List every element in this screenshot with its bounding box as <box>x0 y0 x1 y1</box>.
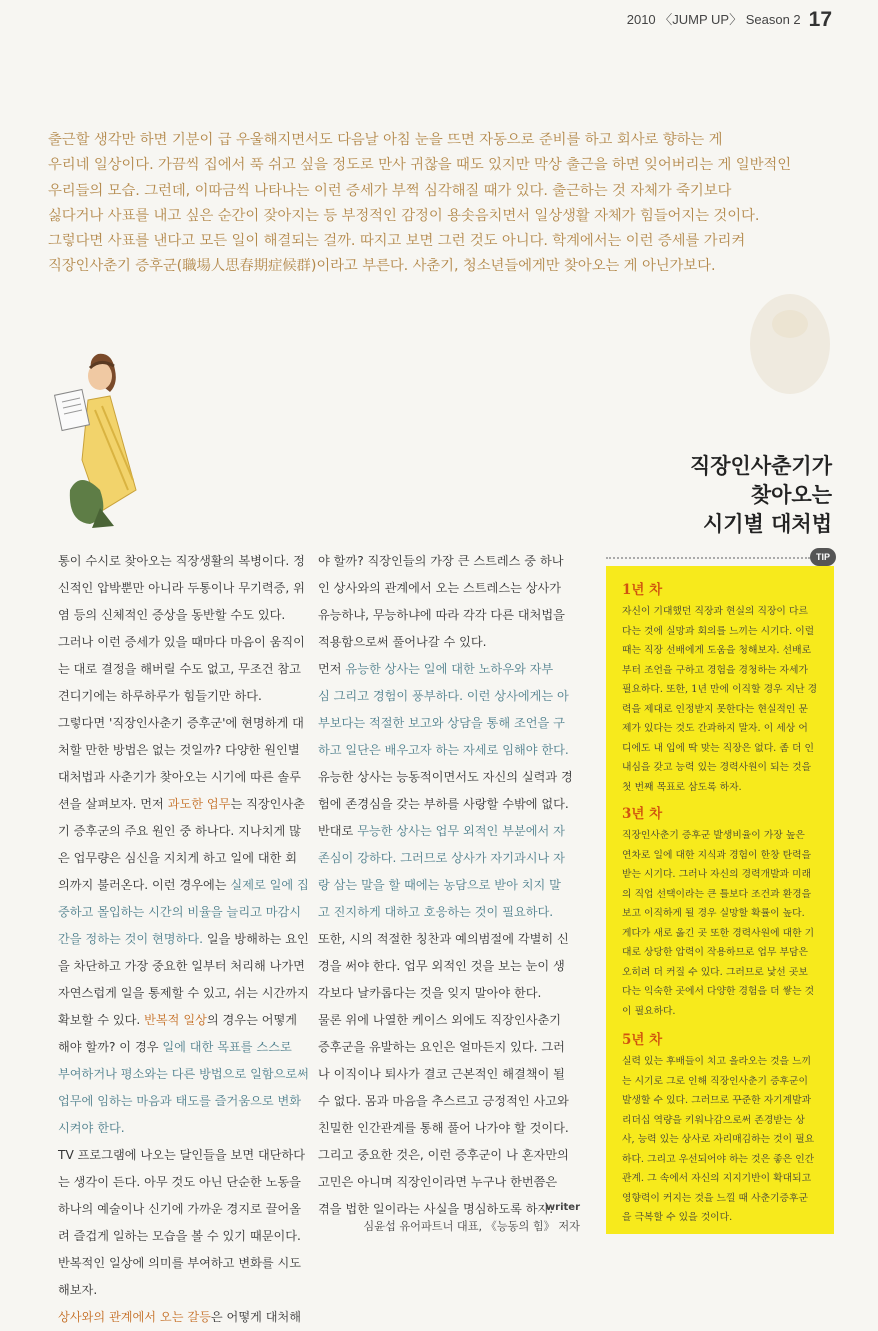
body-line <box>58 1196 302 1223</box>
body-line <box>318 1007 580 1034</box>
tip-line: 첫 번째 목표로 삼도록 하자. <box>622 781 742 793</box>
advice-highlight: 부여하거나 평소와는 다른 방법으로 일함으로써 <box>58 1067 309 1081</box>
body-line <box>58 548 305 575</box>
tip-section-title: 5년 차 <box>622 1032 663 1048</box>
body-line <box>318 629 580 656</box>
tip-line: 연차로 일에 대한 지식과 경험이 한창 탄력을 <box>622 849 812 861</box>
body-text: 대처법과 사춘기가 찾아오는 시기에 따른 솔루 <box>58 770 302 784</box>
body-text: 반대로 <box>318 824 358 838</box>
body-text: 친밀한 인간관계를 통해 풀어 나가야 할 것이다. <box>318 1121 569 1135</box>
body-text: 는 대로 결정을 해버릴 수도 없고, 무조건 참고 <box>58 662 301 676</box>
body-text: 하나의 예술이나 신기에 가까운 경지로 끌어올 <box>58 1202 302 1216</box>
page-header <box>627 8 832 32</box>
body-text: 처할 만한 방법은 없는 것일까? 다양한 원인별 <box>58 743 300 757</box>
tip-line: 받는 시기다. 그러나 자신의 경력개발과 미래 <box>622 869 812 880</box>
tip-line: 필요하다. 또한, 1년 만에 이직할 경우 지난 경 <box>622 684 818 695</box>
tip-line: 부터 조언을 구하고 경험을 경청하는 자세가 <box>622 664 808 676</box>
body-text: 물론 위에 나열한 케이스 외에도 직장인사춘기 <box>318 1013 562 1027</box>
body-text: 통이 수시로 찾아오는 직장생활의 복병이다. 정 <box>58 554 305 568</box>
section-title-line: 시기별 대처법 <box>702 512 832 536</box>
section-title-line: 찾아오는 <box>750 483 832 507</box>
body-text: 는 직장인사춘 <box>230 797 305 811</box>
writer-label: writer <box>545 1202 580 1213</box>
lead-line: 우리네 일상이다. 가끔씩 집에서 푹 쉬고 싶을 정도로 만사 귀찮을 때도 있지만 막상 출근을 하면 잊어버리는 게 일반적인 <box>48 157 792 174</box>
body-line <box>58 737 298 764</box>
body-text: 나 이직이나 퇴사가 결코 근본적인 해결책이 될 <box>318 1067 565 1081</box>
tip-section-title: 1년 차 <box>622 582 663 598</box>
body-line <box>58 1250 302 1277</box>
body-line <box>58 1007 298 1034</box>
body-line <box>318 1115 580 1142</box>
keyword-highlight: 반복적 일상 <box>144 1013 207 1027</box>
body-line <box>58 980 309 1007</box>
tip-line: 다는 것에 실망과 회의를 느끼는 시기다. 이럴 <box>622 625 815 637</box>
tip-line: 리더십 역량을 키워나감으로써 존경받는 상 <box>622 1114 805 1126</box>
tip-divider <box>606 557 810 559</box>
advice-highlight: 일에 대한 목표를 스스로 <box>162 1040 292 1054</box>
body-line <box>58 629 305 656</box>
tip-line: 게다가 새로 옮긴 곳 또한 경력사원에 대한 기 <box>622 927 815 939</box>
body-line <box>318 710 580 737</box>
tip-line: 대로 상당한 압력이 작용하므로 업무 부담은 <box>622 947 808 958</box>
tip-line: 력을 제대로 인정받지 못한다는 현실적인 문 <box>622 703 808 715</box>
advice-highlight: 시켜야 한다. <box>58 1121 125 1135</box>
lead-line: 출근할 생각만 하면 기분이 급 우울해지면서도 다음날 아침 눈을 뜨면 자동으로 준비를 하고 회사로 향하는 게 <box>48 132 723 148</box>
body-line <box>318 548 580 575</box>
writer-name: 심윤섭 유어파트너 대표, 《능동의 힘》 저자 <box>363 1220 580 1233</box>
tip-line: 관계. 그 속에서 자신의 지지기반이 확대되고 <box>622 1173 812 1184</box>
section-title-line: 직장인사춘기가 <box>689 454 832 478</box>
body-line <box>318 872 580 899</box>
advice-highlight: 실제로 일에 집 <box>230 878 309 892</box>
advice-highlight: 중하고 몰입하는 시간의 비율을 늘리고 마감시 <box>58 905 302 919</box>
body-line <box>58 818 301 845</box>
body-text: 염 등의 신체적인 증상을 동반할 수도 있다. <box>58 608 286 622</box>
tip-section-body <box>622 1052 822 1228</box>
body-line <box>58 845 298 872</box>
advice-highlight: 고 진지하게 대하고 호응하는 것이 필요하다. <box>318 905 554 919</box>
tip-line: 보고 이직하게 될 경우 실망할 확률이 높다. <box>622 908 805 919</box>
tip-line: 는 시기로 그로 인해 직장인사춘기 증후군이 <box>622 1075 808 1087</box>
background-illustration <box>720 284 840 404</box>
advice-highlight: 간을 정하는 것이 현명하다. <box>58 932 204 946</box>
advice-highlight: 유능한 상사는 일에 대한 노하우와 자부 <box>345 662 554 676</box>
tip-line: 디에도 내 입에 딱 맞는 직장은 없다. 좀 더 인 <box>622 742 815 754</box>
body-line <box>318 1061 580 1088</box>
tip-line: 오히려 더 커질 수 있다. 그러므로 낯선 곳보 <box>622 966 808 978</box>
tip-line: 사, 능력 있는 상사로 자리매김하는 것이 필요 <box>622 1134 815 1145</box>
body-column-2 <box>318 548 580 1223</box>
body-text: 기 증후군의 주요 원인 중 하나다. 지나치게 많 <box>58 824 301 838</box>
body-line <box>58 1277 298 1304</box>
tip-line: 다는 익숙한 곳에서 다양한 경험을 더 쌓는 것 <box>622 986 815 997</box>
body-text: 인 상사와의 관계에서 오는 스트레스는 상사가 <box>318 581 562 595</box>
body-line <box>58 1223 301 1250</box>
lead-line: 우리들의 모습. 그런데, 이따금씩 나타나는 이런 증세가 부쩍 심각해질 때가 있다. 출근하는 것 자체가 죽기보다 <box>48 182 732 199</box>
advice-highlight: 심 그리고 경험이 풍부하다. 이런 상사에게는 아 <box>318 689 569 703</box>
lead-paragraph <box>48 128 838 280</box>
body-line <box>318 575 580 602</box>
body-text: 유능하냐, 무능하냐에 따라 각각 다른 대처법을 <box>318 608 565 622</box>
body-text: 해보자. <box>58 1283 98 1297</box>
body-line <box>58 791 305 818</box>
body-line <box>318 683 580 710</box>
tip-line: 하다. 그리고 우선되어야 하는 것은 좋은 인간 <box>622 1153 815 1165</box>
body-line <box>318 602 580 629</box>
body-text: 험에 존경심을 갖는 부하를 사랑할 수밖에 없다. <box>318 797 569 811</box>
body-line <box>318 818 580 845</box>
body-text: 자연스럽게 일을 통제할 수 있고, 쉬는 시간까지 <box>58 986 309 1000</box>
advice-highlight: 무능한 상사는 업무 외적인 부분에서 자 <box>357 824 565 838</box>
tip-line: 의 직업 선택이라는 큰 틀보다 조건과 환경을 <box>622 888 812 900</box>
body-line <box>318 1034 580 1061</box>
magazine-title: 2010 〈JUMP UP〉 Season 2 <box>626 12 801 27</box>
body-text: 그러나 이런 증세가 있을 때마다 마음이 움직이 <box>58 635 305 649</box>
body-text: 확보할 수 있다. <box>58 1013 145 1027</box>
body-line <box>318 953 580 980</box>
body-line <box>58 656 301 683</box>
body-text: 의까지 불러온다. 이런 경우에는 <box>58 878 231 892</box>
body-text: 은 업무량은 심신을 지치게 하고 일에 대한 회 <box>58 851 298 865</box>
body-line <box>58 575 305 602</box>
tip-line: 이 필요하다. <box>622 1005 676 1017</box>
body-text: 유능한 상사는 능동적이면서도 자신의 실력과 경 <box>318 770 573 784</box>
body-line <box>58 1061 309 1088</box>
body-text: 그리고 중요한 것은, 이런 증후군이 나 혼자만의 <box>318 1148 569 1162</box>
body-line <box>318 926 580 953</box>
body-line <box>318 656 580 683</box>
body-text: 수 없다. 몸과 마음을 추스르고 긍정적인 사고와 <box>318 1094 569 1108</box>
body-line <box>318 980 580 1007</box>
body-line <box>58 683 298 710</box>
body-line <box>58 899 302 926</box>
page-number: 17 <box>808 8 832 31</box>
lead-line: 직장인사춘기 증후군(職場人思春期症候群)이라고 부른다. 사춘기, 청소년들에게만 찾아오는 게 아닌가보다. <box>48 258 716 275</box>
tip-section-year5 <box>622 1028 822 1228</box>
body-text: 려 즐겁게 일하는 모습을 볼 수 있기 때문이다. <box>58 1229 301 1243</box>
body-text: 먼저 <box>318 662 346 676</box>
body-line <box>58 953 305 980</box>
tip-line: 직장인사춘기 증후군 발생비율이 가장 높은 <box>622 830 805 841</box>
body-line <box>318 1169 580 1196</box>
lead-line: 그렇다면 사표를 낸다고 모든 일이 해결되는 걸까. 따지고 보면 그런 것도 아니다. 학계에서는 이런 증세를 가리켜 <box>48 233 746 250</box>
tip-section-body <box>622 602 822 797</box>
tip-line: 내심을 갖고 능력 있는 경력사원이 되는 것을 <box>622 762 812 773</box>
body-text: 고민은 아니며 직장인이라면 누구나 한번쯤은 <box>318 1175 558 1189</box>
tip-line: 실력 있는 후배들이 치고 올라오는 것을 느끼 <box>622 1056 812 1067</box>
lead-line: 싫다거나 사표를 내고 싶은 순간이 잦아지는 등 부정적인 감정이 용솟음치면서 일상생활 자체가 힘들어지는 것이다. <box>48 207 760 224</box>
keyword-highlight: 상사와의 관계에서 오는 갈등 <box>58 1310 211 1324</box>
body-text: 일을 방해하는 요인 <box>203 932 309 946</box>
advice-highlight: 하고 일단은 배우고자 하는 자세로 임해야 한다. <box>318 743 569 757</box>
tip-section-title: 3년 차 <box>622 806 663 822</box>
body-text: 각보다 날카롭다는 것을 잊지 말아야 한다. <box>318 986 542 1000</box>
advice-highlight: 업무에 임하는 마음과 태도를 즐거움으로 변화 <box>58 1094 302 1108</box>
body-line <box>58 1304 302 1331</box>
body-text: 을 차단하고 가장 중요한 일부터 처리해 나가면 <box>58 959 305 973</box>
tip-line: 영향력이 커지는 것을 느낄 때 사춘기증후군 <box>622 1192 808 1204</box>
advice-highlight: 부보다는 적절한 보고와 상담을 통해 조언을 구 <box>318 716 565 730</box>
body-column-1 <box>58 548 309 1331</box>
body-line <box>318 899 580 926</box>
body-text: 견디기에는 하루하루가 힘들기만 하다. <box>58 689 262 703</box>
body-text: 증후군을 유발하는 요인은 얼마든지 있다. 그러 <box>318 1040 565 1054</box>
body-line <box>58 1169 301 1196</box>
body-line <box>58 926 309 953</box>
body-line <box>318 791 580 818</box>
body-line <box>318 845 580 872</box>
body-text: TV 프로그램에 나오는 달인들을 보면 대단하다 <box>58 1148 306 1162</box>
body-line <box>58 1088 302 1115</box>
body-line <box>58 1034 298 1061</box>
advice-highlight: 존심이 강하다. 그러므로 상사가 자기과시나 자 <box>318 851 565 865</box>
body-text: 신적인 압박뿐만 아니라 두통이나 무기력증, 위 <box>58 581 305 595</box>
tip-section-year3 <box>622 802 822 1021</box>
body-text: 션을 살펴보자. 먼저 <box>58 797 168 811</box>
body-line <box>58 872 309 899</box>
tip-section-body <box>622 826 822 1021</box>
tip-section-year1 <box>622 578 822 797</box>
body-line <box>318 764 580 791</box>
body-line <box>318 1142 580 1169</box>
tip-badge: TIP <box>810 548 836 566</box>
body-text: 해야 할까? 이 경우 <box>58 1040 163 1054</box>
body-text: 반복적인 일상에 의미를 부여하고 변화를 시도 <box>58 1256 302 1270</box>
advice-highlight: 랑 삼는 말을 할 때에는 농담으로 받아 치지 말 <box>318 878 561 892</box>
body-text: 겪을 법한 일이라는 사실을 명심하도록 하자. <box>318 1202 554 1216</box>
tip-line: 자신이 기대했던 직장과 현실의 직장이 다르 <box>622 606 808 617</box>
body-line <box>318 737 580 764</box>
tip-line: 을 극복할 수 있을 것이다. <box>622 1212 733 1223</box>
body-line <box>58 602 298 629</box>
section-title <box>572 452 832 539</box>
tip-box <box>606 566 834 1234</box>
tip-line: 때는 직장 선배에게 도움을 청해보자. 선배로 <box>622 645 812 656</box>
body-text: 적용함으로써 풀어나갈 수 있다. <box>318 635 487 649</box>
body-line <box>58 1115 298 1142</box>
body-text: 는 생각이 든다. 아무 것도 아닌 단순한 노동을 <box>58 1175 301 1189</box>
body-text: 그렇다면 '직장인사춘기 증후군'에 현명하게 대 <box>58 716 304 730</box>
body-line <box>318 1088 580 1115</box>
body-line <box>58 1142 306 1169</box>
body-text: 또한, 시의 적절한 칭찬과 예의범절에 각별히 신 <box>318 932 569 946</box>
body-text: 의 경우는 어떻게 <box>206 1013 298 1027</box>
body-line <box>58 710 304 737</box>
body-text: 경을 써야 한다. 업무 외적인 것을 보는 눈이 생 <box>318 959 565 973</box>
tip-line: 제가 있다는 것도 간과하지 말자. 이 세상 어 <box>622 723 808 734</box>
body-text: 야 할까? 직장인들의 가장 큰 스트레스 중 하나 <box>318 554 564 568</box>
tip-line: 발생할 수 있다. 그러므로 꾸준한 자기계발과 <box>622 1095 812 1106</box>
body-text: 은 어떻게 대처해 <box>210 1310 302 1324</box>
body-line <box>58 764 302 791</box>
man-reading-illustration <box>40 340 150 530</box>
keyword-highlight: 과도한 업무 <box>167 797 231 811</box>
